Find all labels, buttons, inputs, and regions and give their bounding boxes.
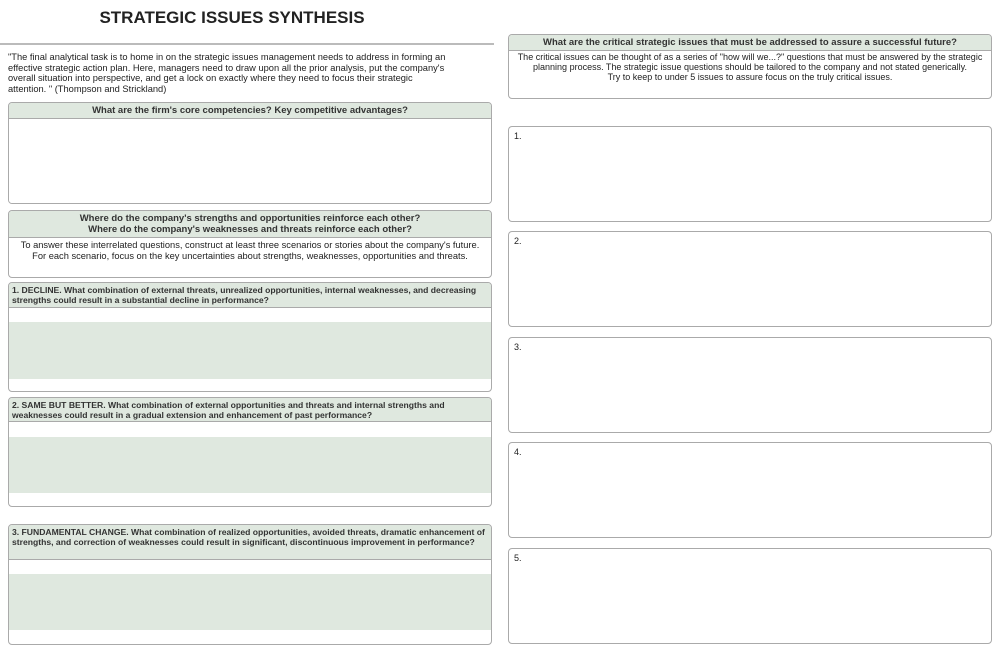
issue-field-3[interactable]: 3. xyxy=(508,337,992,433)
reinforce-instructions: To answer these interrelated questions, construct at least three scenarios or stories about the company's future. For each scenario, focus on the key uncertainties about strengths, weaknesses, opportunities and threats. xyxy=(20,240,480,261)
issue-field-5[interactable]: 5. xyxy=(508,548,992,644)
scenario-field[interactable] xyxy=(9,322,491,379)
page-title: STRATEGIC ISSUES SYNTHESIS xyxy=(99,8,365,27)
core-competencies-box xyxy=(8,102,492,204)
critical-issues-tip: Try to keep to under 5 issues to assure focus on the truly critical issues. xyxy=(607,72,893,82)
intro-quote: "The final analytical task is to home in on the strategic issues management needs to address in forming an effective strategic action plan. Here, managers need to draw upon all the prior analysis, put the company's overall situation into perspective, and get a lock on exactly where they need to focus their strategic attention. " (Thompson and Strickland) xyxy=(8,52,446,94)
scenario-header: 2. SAME BUT BETTER. What combination of external opportunities and threats and internal strengths and weaknesses could result in a gradual extension and enhancement of past performance? xyxy=(9,398,491,422)
reinforce-header xyxy=(9,211,491,238)
scenario-header: 1. DECLINE. What combination of external threats, unrealized opportunities, internal weaknesses, and decreasing strengths could result in a substantial decline in performance? xyxy=(9,283,491,308)
scenario-field[interactable] xyxy=(9,437,491,493)
reinforce-box xyxy=(8,210,492,278)
scenario-fundamental-change xyxy=(8,524,492,645)
issue-field-2[interactable]: 2. xyxy=(508,231,992,327)
scenario-field[interactable] xyxy=(9,422,491,437)
core-competencies-field[interactable] xyxy=(9,119,491,203)
scenario-same-but-better xyxy=(8,397,492,507)
issue-field-1[interactable]: 1. xyxy=(508,126,992,222)
issue-field-4[interactable]: 4. xyxy=(508,442,992,538)
scenario-decline xyxy=(8,282,492,392)
critical-issues-header: What are the critical strategic issues that must be addressed to assure a successful future? xyxy=(509,35,991,51)
reinforce-header-line2: Where do the company's weaknesses and threats reinforce each other? xyxy=(88,224,412,235)
divider xyxy=(0,43,494,45)
critical-issues-text: The critical issues can be thought of as a series of "how will we...?" questions that must be answered by the strategic planning process. The strategic issue questions should be tailored to the company and not stated generically. xyxy=(517,52,983,72)
scenario-header: 3. FUNDAMENTAL CHANGE. What combination of realized opportunities, avoided threats, dramatic enhancement of strengths, and correction of weaknesses could result in significant, discontinuous improvement in performance? xyxy=(9,525,491,560)
core-competencies-header: What are the firm's core competencies? Key competitive advantages? xyxy=(9,103,491,119)
scenario-field[interactable] xyxy=(9,560,491,574)
critical-issues-instructions xyxy=(509,51,991,84)
critical-issues-box xyxy=(508,34,992,99)
scenario-field[interactable] xyxy=(9,308,491,322)
scenario-field[interactable] xyxy=(9,574,491,630)
reinforce-header-line1: Where do the company's strengths and opportunities reinforce each other? xyxy=(79,213,421,224)
